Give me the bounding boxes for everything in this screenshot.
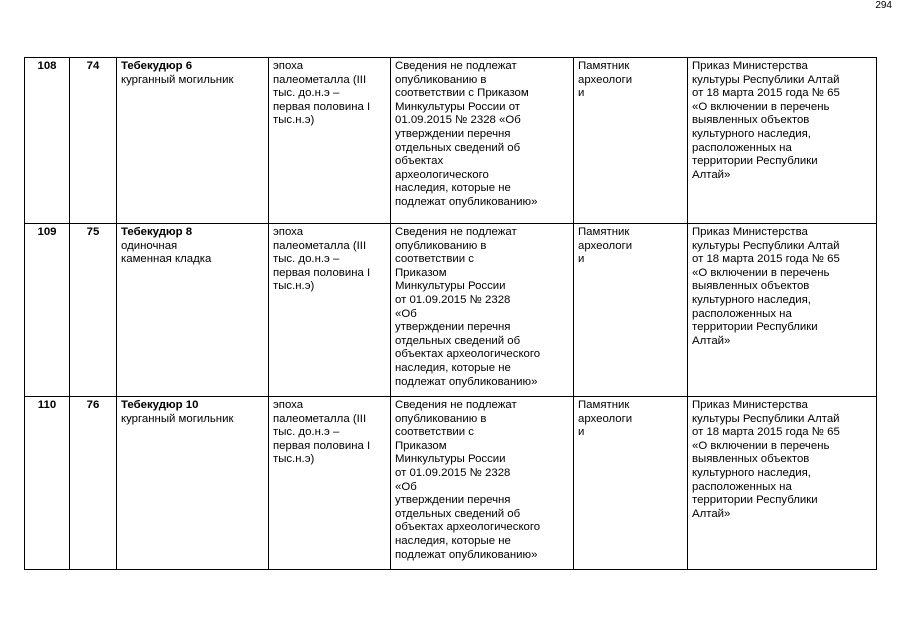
text-line: выявленных объектов bbox=[692, 114, 810, 127]
text-line: «Об bbox=[395, 480, 417, 493]
text-line: Памятник bbox=[578, 399, 630, 411]
table-row bbox=[25, 224, 877, 397]
text-line: расположенных на bbox=[692, 141, 792, 154]
text-line: археологического bbox=[395, 168, 489, 181]
text-line: отдельных сведений об bbox=[395, 141, 521, 154]
page-number: 294 bbox=[875, 0, 892, 11]
text-line: «О включении в перечень bbox=[692, 439, 830, 452]
text-line: опубликованию в bbox=[395, 73, 487, 86]
text-line: тыс.н.э) bbox=[273, 453, 315, 466]
text-line: Алтай» bbox=[692, 334, 731, 347]
text-line: Приказ Министерства bbox=[692, 399, 808, 411]
text-line: Алтай» bbox=[692, 507, 731, 520]
text-line: Минкультуры России bbox=[395, 453, 506, 466]
epoch-cell bbox=[269, 58, 391, 224]
object-type bbox=[121, 74, 264, 88]
object-type bbox=[121, 413, 264, 427]
text-line: первая половина I bbox=[273, 266, 371, 279]
text-line: тыс. до.н.э – bbox=[273, 426, 340, 439]
text-line: культурного наследия, bbox=[692, 466, 811, 479]
text-line: тыс. до.н.э – bbox=[273, 253, 340, 266]
registry-number: 75 bbox=[70, 224, 117, 397]
text-line: расположенных на bbox=[692, 480, 792, 493]
row-number: 110 bbox=[25, 397, 70, 570]
category-cell bbox=[574, 224, 688, 397]
text-line: наследия, которые не bbox=[395, 534, 511, 547]
text-line: объектах археологического bbox=[395, 348, 541, 361]
text-line: эпоха bbox=[273, 60, 304, 72]
text-line: тыс. до.н.э – bbox=[273, 87, 340, 100]
category-cell bbox=[574, 58, 688, 224]
text-line: «Об bbox=[395, 307, 417, 320]
text-line: территории Республики bbox=[692, 321, 818, 334]
text-line: подлежат опубликованию» bbox=[395, 548, 538, 561]
text-line: Приказом bbox=[395, 439, 447, 452]
text-line: «О включении в перечень bbox=[692, 266, 830, 279]
text-line: археологи bbox=[578, 73, 633, 86]
text-line: объектах bbox=[395, 155, 444, 168]
object-name: Тебекудюр 8 bbox=[121, 226, 193, 238]
location-info-cell bbox=[391, 224, 574, 397]
text-line: от 18 марта 2015 года № 65 bbox=[692, 87, 840, 100]
object-name-cell bbox=[117, 224, 269, 397]
table-row bbox=[25, 58, 877, 224]
document-cell bbox=[688, 58, 877, 224]
text-line: от 01.09.2015 № 2328 bbox=[395, 293, 511, 306]
text-line: культурного наследия, bbox=[692, 127, 811, 140]
text-line: Сведения не подлежат bbox=[395, 60, 517, 72]
text-line: эпоха bbox=[273, 226, 304, 238]
text-line: наследия, которые не bbox=[395, 361, 511, 374]
text-line: одиночная bbox=[121, 239, 178, 252]
text-line: 01.09.2015 № 2328 «Об bbox=[395, 114, 521, 127]
text-line: соответствии с Приказом bbox=[395, 87, 529, 100]
document-cell bbox=[688, 224, 877, 397]
text-line: подлежат опубликованию» bbox=[395, 195, 538, 208]
text-line: «О включении в перечень bbox=[692, 100, 830, 113]
text-line: и bbox=[578, 253, 585, 266]
table-row bbox=[25, 397, 877, 570]
text-line: эпоха bbox=[273, 399, 304, 411]
text-line: Памятник bbox=[578, 60, 630, 72]
text-line: от 18 марта 2015 года № 65 bbox=[692, 253, 840, 266]
text-line: Сведения не подлежат bbox=[395, 226, 517, 238]
text-line: Приказ Министерства bbox=[692, 60, 808, 72]
text-line: первая половина I bbox=[273, 100, 371, 113]
text-line: и bbox=[578, 426, 585, 439]
text-line: культуры Республики Алтай bbox=[692, 73, 840, 86]
text-line: утверждении перечня bbox=[395, 494, 511, 507]
text-line: Приказом bbox=[395, 266, 447, 279]
text-line: выявленных объектов bbox=[692, 280, 810, 293]
text-line: Минкультуры России от bbox=[395, 100, 521, 113]
text-line: объектах археологического bbox=[395, 521, 541, 534]
text-line: опубликованию в bbox=[395, 412, 487, 425]
text-line: территории Республики bbox=[692, 155, 818, 168]
text-line: Памятник bbox=[578, 226, 630, 238]
text-line: тыс.н.э) bbox=[273, 114, 315, 127]
text-line: тыс.н.э) bbox=[273, 280, 315, 293]
text-line: каменная кладка bbox=[121, 253, 212, 266]
epoch-cell bbox=[269, 397, 391, 570]
text-line: палеометалла (III bbox=[273, 412, 367, 425]
row-number: 109 bbox=[25, 224, 70, 397]
text-line: утверждении перечня bbox=[395, 321, 511, 334]
text-line: первая половина I bbox=[273, 439, 371, 452]
text-line: наследия, которые не bbox=[395, 182, 511, 195]
text-line: палеометалла (III bbox=[273, 73, 367, 86]
text-line: соответствии с bbox=[395, 253, 474, 266]
text-line: Алтай» bbox=[692, 168, 731, 181]
registry-number: 76 bbox=[70, 397, 117, 570]
object-name: Тебекудюр 10 bbox=[121, 399, 199, 411]
text-line: подлежат опубликованию» bbox=[395, 375, 538, 388]
epoch-cell bbox=[269, 224, 391, 397]
document-cell bbox=[688, 397, 877, 570]
text-line: археологи bbox=[578, 412, 633, 425]
text-line: опубликованию в bbox=[395, 239, 487, 252]
text-line: Приказ Министерства bbox=[692, 226, 808, 238]
text-line: расположенных на bbox=[692, 307, 792, 320]
text-line: и bbox=[578, 87, 585, 100]
category-cell bbox=[574, 397, 688, 570]
text-line: выявленных объектов bbox=[692, 453, 810, 466]
text-line: Сведения не подлежат bbox=[395, 399, 517, 411]
text-line: от 18 марта 2015 года № 65 bbox=[692, 426, 840, 439]
text-line: культуры Республики Алтай bbox=[692, 239, 840, 252]
object-name: Тебекудюр 6 bbox=[121, 60, 193, 72]
text-line: палеометалла (III bbox=[273, 239, 367, 252]
text-line: отдельных сведений об bbox=[395, 334, 521, 347]
object-name-cell bbox=[117, 397, 269, 570]
text-line: археологи bbox=[578, 239, 633, 252]
text-line: территории Республики bbox=[692, 494, 818, 507]
text-line: от 01.09.2015 № 2328 bbox=[395, 466, 511, 479]
text-line: соответствии с bbox=[395, 426, 474, 439]
heritage-objects-table bbox=[24, 57, 877, 570]
location-info-cell bbox=[391, 397, 574, 570]
text-line: утверждении перечня bbox=[395, 127, 511, 140]
registry-number: 74 bbox=[70, 58, 117, 224]
text-line: культуры Республики Алтай bbox=[692, 412, 840, 425]
text-line: курганный могильник bbox=[121, 73, 234, 86]
text-line: культурного наследия, bbox=[692, 293, 811, 306]
location-info-cell bbox=[391, 58, 574, 224]
row-number: 108 bbox=[25, 58, 70, 224]
text-line: отдельных сведений об bbox=[395, 507, 521, 520]
object-name-cell bbox=[117, 58, 269, 224]
text-line: Минкультуры России bbox=[395, 280, 506, 293]
text-line: курганный могильник bbox=[121, 412, 234, 425]
object-type bbox=[121, 240, 264, 267]
